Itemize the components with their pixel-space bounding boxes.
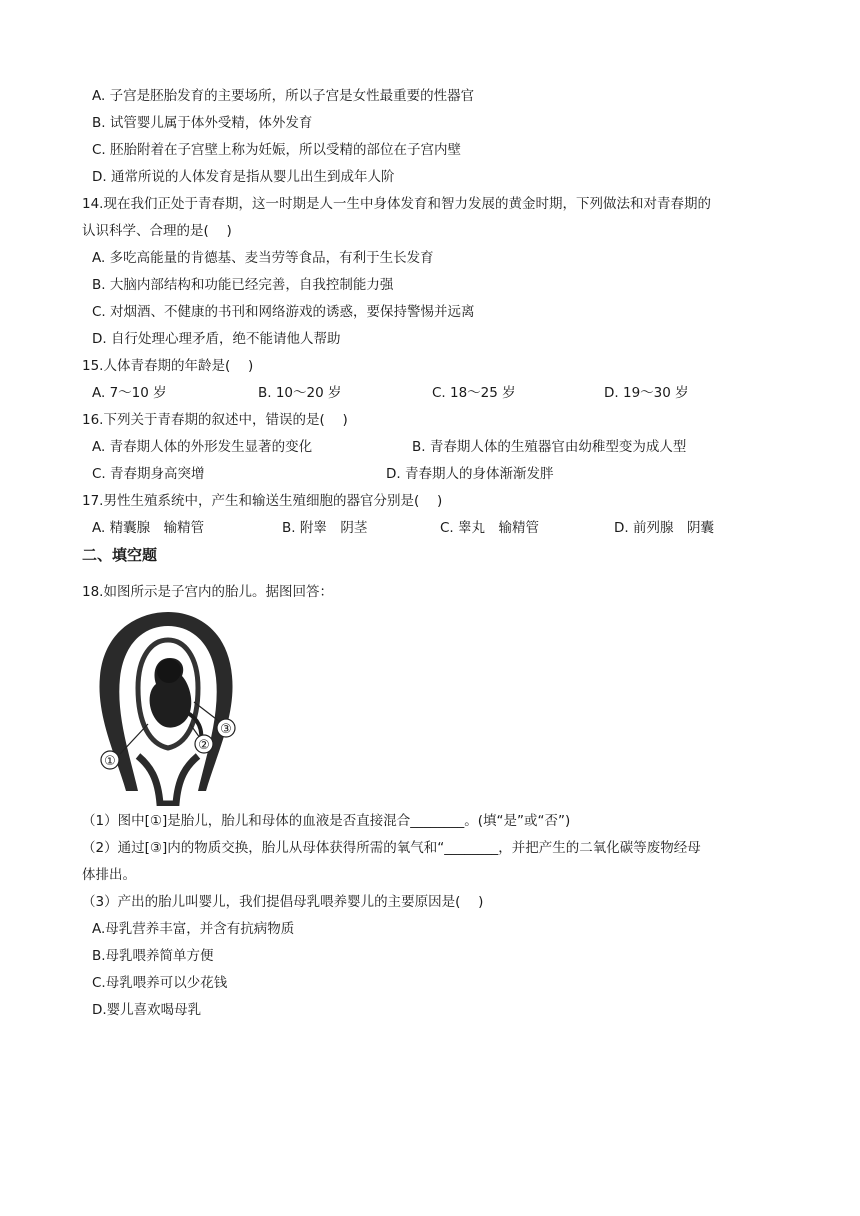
q17-stem: 17.男性生殖系统中，产生和输送生殖细胞的器官分别是( ) bbox=[82, 493, 443, 509]
q17-option-d: D. 前列腺 阴囊 bbox=[614, 520, 714, 536]
q15-option-b: B. 10～20 岁 bbox=[258, 385, 342, 401]
q18-sub3-option-b: B.母乳喂养简单方便 bbox=[92, 948, 214, 964]
figure-label-1: ① bbox=[104, 754, 116, 769]
q17-option-a: A. 精囊腺 输精管 bbox=[92, 520, 205, 536]
fetus-head bbox=[157, 659, 181, 683]
q13-option-b: B. 试管婴儿属于体外受精，体外发育 bbox=[92, 115, 313, 131]
q18-sub3: （3）产出的胎儿叫婴儿，我们提倡母乳喂养婴儿的主要原因是( ) bbox=[82, 894, 484, 910]
q18-sub3-option-d: D.婴儿喜欢喝母乳 bbox=[92, 1002, 202, 1018]
q16-stem: 16.下列关于青春期的叙述中，错误的是( ) bbox=[82, 412, 348, 428]
q14-option-c: C. 对烟酒、不健康的书刊和网络游戏的诱惑，要保持警惕并远离 bbox=[92, 304, 475, 320]
q13-option-d: D. 通常所说的人体发育是指从婴儿出生到成年人阶 bbox=[92, 169, 395, 185]
q18-sub3-option-c: C.母乳喂养可以少花钱 bbox=[92, 975, 228, 991]
cervix bbox=[138, 756, 198, 804]
q18-sub2-line1: （2）通过[③]内的物质交换，胎儿从母体获得所需的氧气和“________，并把产生的二氧化碳等废物经母 bbox=[82, 840, 701, 856]
q14-option-d: D. 自行处理心理矛盾，绝不能请他人帮助 bbox=[92, 331, 341, 347]
section-heading-fill-in: 二、填空题 bbox=[82, 546, 158, 564]
uterus-fetus-figure bbox=[86, 606, 254, 806]
q16-option-d: D. 青春期人的身体渐渐发胖 bbox=[386, 466, 554, 482]
q15-stem: 15.人体青春期的年龄是( ) bbox=[82, 358, 254, 374]
q13-option-c: C. 胚胎附着在子宫壁上称为妊娠，所以受精的部位在子宫内壁 bbox=[92, 142, 462, 158]
q18-sub2-line2: 体排出。 bbox=[82, 867, 136, 883]
uterus-fetus-diagram bbox=[86, 606, 254, 806]
q18-stem: 18.如图所示是子宫内的胎儿。据图回答： bbox=[82, 584, 333, 600]
q14-stem-line1: 14.现在我们正处于青春期，这一时期是人一生中身体发育和智力发展的黄金时期，下列做法和对青春期的 bbox=[82, 196, 711, 212]
q16-option-a: A. 青春期人体的外形发生显著的变化 bbox=[92, 439, 313, 455]
q17-option-b: B. 附睾 阴茎 bbox=[282, 520, 368, 536]
q15-option-a: A. 7～10 岁 bbox=[92, 385, 167, 401]
figure-label-2: ② bbox=[198, 738, 210, 753]
q15-option-d: D. 19～30 岁 bbox=[604, 385, 689, 401]
q16-option-c: C. 青春期身高突增 bbox=[92, 466, 205, 482]
q14-option-a: A. 多吃高能量的肯德基、麦当劳等食品，有利于生长发育 bbox=[92, 250, 434, 266]
q17-option-c: C. 睾丸 输精管 bbox=[440, 520, 540, 536]
q18-sub1: （1）图中[①]是胎儿，胎儿和母体的血液是否直接混合________。(填“是”或“否”) bbox=[82, 813, 571, 829]
q14-stem-line2: 认识科学、合理的是( ) bbox=[82, 223, 232, 239]
figure-label-3: ③ bbox=[220, 722, 232, 737]
q13-option-a: A. 子宫是胚胎发育的主要场所，所以子宫是女性最重要的性器官 bbox=[92, 88, 475, 104]
q14-option-b: B. 大脑内部结构和功能已经完善，自我控制能力强 bbox=[92, 277, 394, 293]
q18-sub3-option-a: A.母乳营养丰富，并含有抗病物质 bbox=[92, 921, 295, 937]
q15-option-c: C. 18～25 岁 bbox=[432, 385, 516, 401]
q16-option-b: B. 青春期人体的生殖器官由幼稚型变为成人型 bbox=[412, 439, 687, 455]
